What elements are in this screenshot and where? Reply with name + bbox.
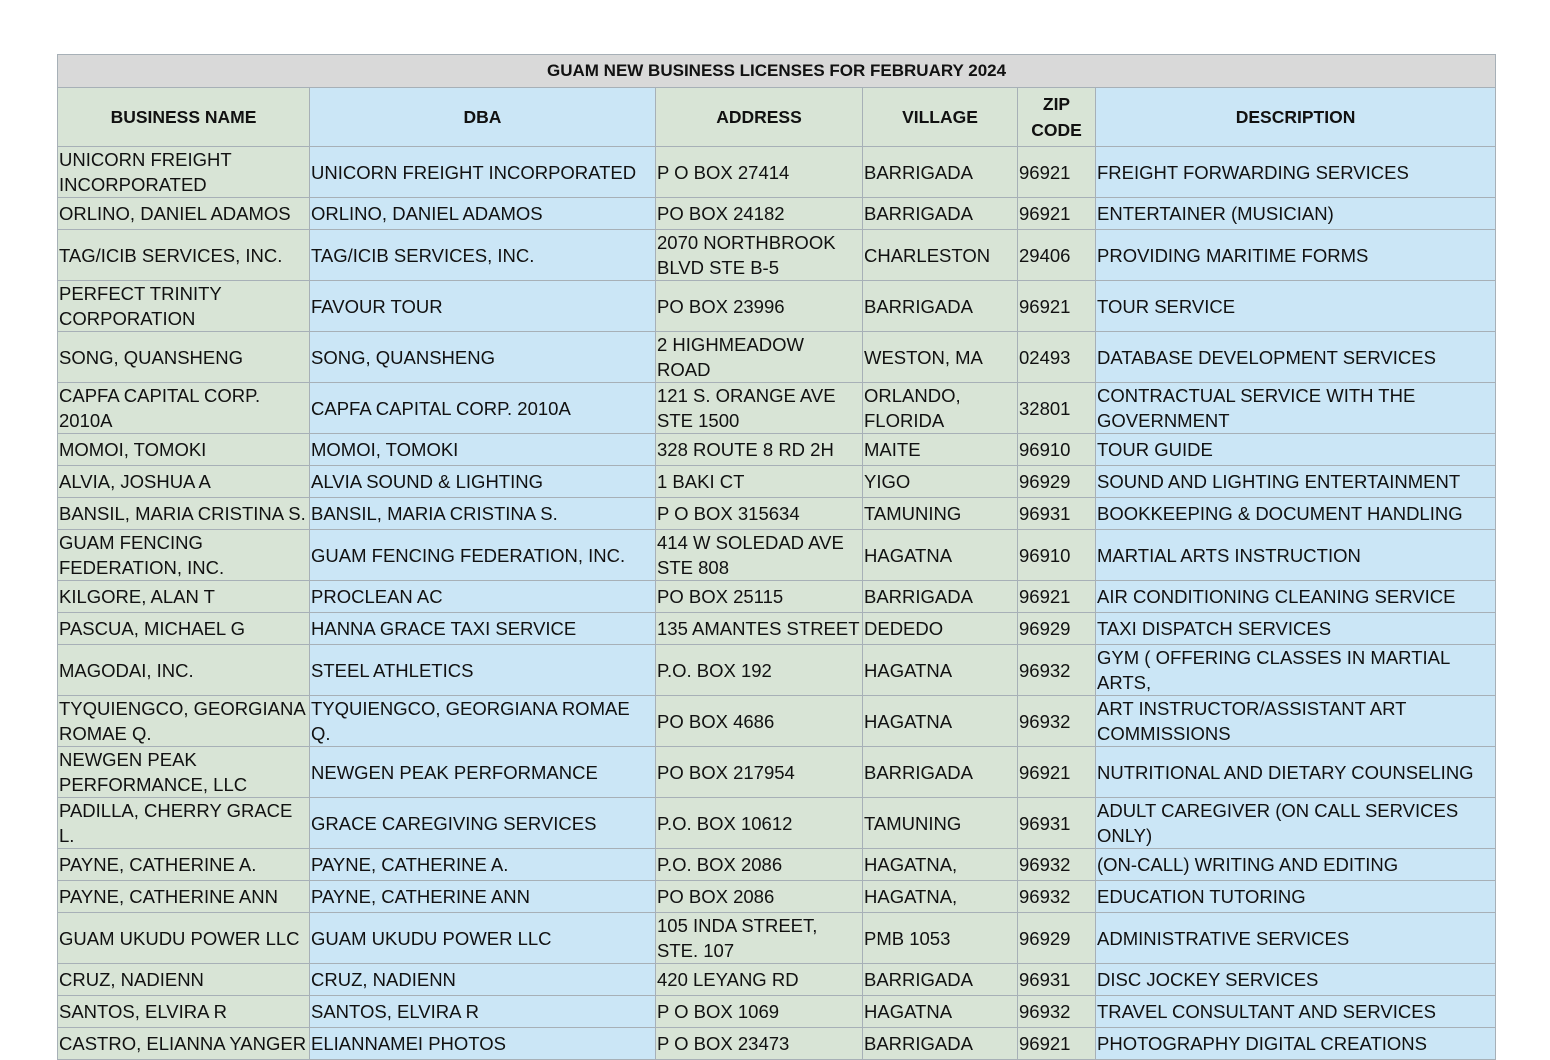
table-row — [58, 849, 1496, 881]
cell-address: P.O. BOX 2086 — [656, 849, 863, 881]
column-header-description: DESCRIPTION — [1096, 88, 1496, 147]
cell-village: TAMUNING — [863, 498, 1018, 530]
cell-dba: NEWGEN PEAK PERFORMANCE — [310, 747, 656, 798]
cell-address: PO BOX 2086 — [656, 881, 863, 913]
cell-description: ADMINISTRATIVE SERVICES — [1096, 913, 1496, 964]
cell-address: PO BOX 23996 — [656, 281, 863, 332]
cell-business-name: BANSIL, MARIA CRISTINA S. — [58, 498, 310, 530]
cell-description: ART INSTRUCTOR/ASSISTANT ART COMMISSIONS — [1096, 696, 1496, 747]
cell-description: NUTRITIONAL AND DIETARY COUNSELING — [1096, 747, 1496, 798]
cell-zip: 96931 — [1018, 498, 1096, 530]
cell-dba: TYQUIENGCO, GEORGIANA ROMAE Q. — [310, 696, 656, 747]
cell-dba: STEEL ATHLETICS — [310, 645, 656, 696]
cell-business-name: PAYNE, CATHERINE ANN — [58, 881, 310, 913]
cell-business-name: PAYNE, CATHERINE A. — [58, 849, 310, 881]
cell-business-name: KILGORE, ALAN T — [58, 581, 310, 613]
cell-zip: 32801 — [1018, 383, 1096, 434]
table-row — [58, 332, 1496, 383]
cell-village: BARRIGADA — [863, 581, 1018, 613]
cell-business-name: CAPFA CAPITAL CORP. 2010A — [58, 383, 310, 434]
cell-zip: 96929 — [1018, 913, 1096, 964]
table-body — [58, 147, 1496, 1060]
cell-zip: 96921 — [1018, 281, 1096, 332]
table-row — [58, 498, 1496, 530]
table-row — [58, 230, 1496, 281]
cell-zip: 96921 — [1018, 198, 1096, 230]
cell-dba: ORLINO, DANIEL ADAMOS — [310, 198, 656, 230]
cell-business-name: GUAM UKUDU POWER LLC — [58, 913, 310, 964]
cell-dba: ELIANNAMEI PHOTOS — [310, 1028, 656, 1060]
column-header-dba: DBA — [310, 88, 656, 147]
cell-address: 2070 NORTHBROOK BLVD STE B-5 — [656, 230, 863, 281]
cell-zip: 96932 — [1018, 881, 1096, 913]
cell-dba: FAVOUR TOUR — [310, 281, 656, 332]
cell-description: AIR CONDITIONING CLEANING SERVICE — [1096, 581, 1496, 613]
cell-business-name: GUAM FENCING FEDERATION, INC. — [58, 530, 310, 581]
cell-village: WESTON, MA — [863, 332, 1018, 383]
cell-business-name: ORLINO, DANIEL ADAMOS — [58, 198, 310, 230]
cell-business-name: TYQUIENGCO, GEORGIANA ROMAE Q. — [58, 696, 310, 747]
cell-zip: 96910 — [1018, 530, 1096, 581]
cell-village: HAGATNA — [863, 645, 1018, 696]
cell-description: TRAVEL CONSULTANT AND SERVICES — [1096, 996, 1496, 1028]
cell-dba: BANSIL, MARIA CRISTINA S. — [310, 498, 656, 530]
cell-description: SOUND AND LIGHTING ENTERTAINMENT — [1096, 466, 1496, 498]
cell-business-name: MOMOI, TOMOKI — [58, 434, 310, 466]
cell-village: TAMUNING — [863, 798, 1018, 849]
cell-dba: TAG/ICIB SERVICES, INC. — [310, 230, 656, 281]
cell-dba: GUAM UKUDU POWER LLC — [310, 913, 656, 964]
cell-zip: 96931 — [1018, 964, 1096, 996]
cell-address: 328 ROUTE 8 RD 2H — [656, 434, 863, 466]
cell-description: DISC JOCKEY SERVICES — [1096, 964, 1496, 996]
cell-dba: MOMOI, TOMOKI — [310, 434, 656, 466]
cell-zip: 96921 — [1018, 1028, 1096, 1060]
cell-business-name: CASTRO, ELIANNA YANGER — [58, 1028, 310, 1060]
cell-address: P O BOX 27414 — [656, 147, 863, 198]
cell-address: P O BOX 23473 — [656, 1028, 863, 1060]
cell-address: P O BOX 1069 — [656, 996, 863, 1028]
cell-dba: PAYNE, CATHERINE A. — [310, 849, 656, 881]
cell-dba: SANTOS, ELVIRA R — [310, 996, 656, 1028]
cell-address: 121 S. ORANGE AVE STE 1500 — [656, 383, 863, 434]
header-row — [58, 88, 1496, 147]
cell-village: MAITE — [863, 434, 1018, 466]
cell-zip: 96921 — [1018, 747, 1096, 798]
cell-zip: 96929 — [1018, 613, 1096, 645]
cell-village: BARRIGADA — [863, 747, 1018, 798]
table-row — [58, 996, 1496, 1028]
cell-address: 1 BAKI CT — [656, 466, 863, 498]
cell-business-name: CRUZ, NADIENN — [58, 964, 310, 996]
table-row — [58, 645, 1496, 696]
cell-business-name: UNICORN FREIGHT INCORPORATED — [58, 147, 310, 198]
cell-zip: 96910 — [1018, 434, 1096, 466]
cell-description: DATABASE DEVELOPMENT SERVICES — [1096, 332, 1496, 383]
table-row — [58, 747, 1496, 798]
cell-village: BARRIGADA — [863, 964, 1018, 996]
table-row — [58, 581, 1496, 613]
cell-zip: 96932 — [1018, 996, 1096, 1028]
cell-address: PO BOX 25115 — [656, 581, 863, 613]
cell-village: HAGATNA — [863, 996, 1018, 1028]
cell-address: PO BOX 217954 — [656, 747, 863, 798]
cell-address: 2 HIGHMEADOW ROAD — [656, 332, 863, 383]
cell-description: TOUR GUIDE — [1096, 434, 1496, 466]
table-row — [58, 147, 1496, 198]
table-row — [58, 913, 1496, 964]
table-row — [58, 696, 1496, 747]
cell-dba: HANNA GRACE TAXI SERVICE — [310, 613, 656, 645]
cell-village: ORLANDO, FLORIDA — [863, 383, 1018, 434]
cell-village: BARRIGADA — [863, 147, 1018, 198]
cell-dba: UNICORN FREIGHT INCORPORATED — [310, 147, 656, 198]
cell-dba: PROCLEAN AC — [310, 581, 656, 613]
cell-zip: 96921 — [1018, 581, 1096, 613]
table-row — [58, 198, 1496, 230]
cell-address: P.O. BOX 192 — [656, 645, 863, 696]
cell-dba: ALVIA SOUND & LIGHTING — [310, 466, 656, 498]
cell-village: HAGATNA — [863, 530, 1018, 581]
table-row — [58, 466, 1496, 498]
cell-dba: PAYNE, CATHERINE ANN — [310, 881, 656, 913]
cell-business-name: PASCUA, MICHAEL G — [58, 613, 310, 645]
column-header-village: VILLAGE — [863, 88, 1018, 147]
cell-business-name: NEWGEN PEAK PERFORMANCE, LLC — [58, 747, 310, 798]
table-row — [58, 798, 1496, 849]
cell-zip: 96929 — [1018, 466, 1096, 498]
cell-business-name: MAGODAI, INC. — [58, 645, 310, 696]
cell-description: FREIGHT FORWARDING SERVICES — [1096, 147, 1496, 198]
table-row — [58, 281, 1496, 332]
cell-description: ENTERTAINER (MUSICIAN) — [1096, 198, 1496, 230]
cell-zip: 96932 — [1018, 849, 1096, 881]
cell-address: P.O. BOX 10612 — [656, 798, 863, 849]
cell-description: TAXI DISPATCH SERVICES — [1096, 613, 1496, 645]
cell-dba: CRUZ, NADIENN — [310, 964, 656, 996]
cell-zip: 96931 — [1018, 798, 1096, 849]
cell-address: 414 W SOLEDAD AVE STE 808 — [656, 530, 863, 581]
cell-description: (ON-CALL) WRITING AND EDITING — [1096, 849, 1496, 881]
cell-description: GYM ( OFFERING CLASSES IN MARTIAL ARTS, — [1096, 645, 1496, 696]
cell-village: DEDEDO — [863, 613, 1018, 645]
cell-village: BARRIGADA — [863, 198, 1018, 230]
cell-dba: GUAM FENCING FEDERATION, INC. — [310, 530, 656, 581]
cell-address: PO BOX 4686 — [656, 696, 863, 747]
cell-description: MARTIAL ARTS INSTRUCTION — [1096, 530, 1496, 581]
cell-description: TOUR SERVICE — [1096, 281, 1496, 332]
cell-village: CHARLESTON — [863, 230, 1018, 281]
cell-village: BARRIGADA — [863, 281, 1018, 332]
cell-address: 135 AMANTES STREET — [656, 613, 863, 645]
licenses-table — [57, 54, 1496, 1060]
table-row — [58, 383, 1496, 434]
table-row — [58, 530, 1496, 581]
cell-business-name: SANTOS, ELVIRA R — [58, 996, 310, 1028]
cell-description: EDUCATION TUTORING — [1096, 881, 1496, 913]
cell-dba: CAPFA CAPITAL CORP. 2010A — [310, 383, 656, 434]
cell-village: HAGATNA, — [863, 881, 1018, 913]
cell-village: HAGATNA, — [863, 849, 1018, 881]
cell-address: 420 LEYANG RD — [656, 964, 863, 996]
cell-business-name: PADILLA, CHERRY GRACE L. — [58, 798, 310, 849]
cell-dba: GRACE CAREGIVING SERVICES — [310, 798, 656, 849]
cell-description: PROVIDING MARITIME FORMS — [1096, 230, 1496, 281]
cell-description: CONTRACTUAL SERVICE WITH THE GOVERNMENT — [1096, 383, 1496, 434]
cell-business-name: TAG/ICIB SERVICES, INC. — [58, 230, 310, 281]
table-row — [58, 613, 1496, 645]
table-row — [58, 964, 1496, 996]
cell-village: PMB 1053 — [863, 913, 1018, 964]
cell-description: PHOTOGRAPHY DIGITAL CREATIONS — [1096, 1028, 1496, 1060]
cell-dba: SONG, QUANSHENG — [310, 332, 656, 383]
column-header-address: ADDRESS — [656, 88, 863, 147]
cell-village: HAGATNA — [863, 696, 1018, 747]
table-title: GUAM NEW BUSINESS LICENSES FOR FEBRUARY 2024 — [58, 55, 1496, 88]
cell-zip: 96921 — [1018, 147, 1096, 198]
column-header-business-name: BUSINESS NAME — [58, 88, 310, 147]
cell-address: 105 INDA STREET, STE. 107 — [656, 913, 863, 964]
cell-description: ADULT CAREGIVER (ON CALL SERVICES ONLY) — [1096, 798, 1496, 849]
cell-address: PO BOX 24182 — [656, 198, 863, 230]
title-row — [58, 55, 1496, 88]
cell-zip: 02493 — [1018, 332, 1096, 383]
cell-description: BOOKKEEPING & DOCUMENT HANDLING — [1096, 498, 1496, 530]
cell-business-name: ALVIA, JOSHUA A — [58, 466, 310, 498]
table-row — [58, 881, 1496, 913]
cell-zip: 96932 — [1018, 696, 1096, 747]
cell-zip: 96932 — [1018, 645, 1096, 696]
table-row — [58, 434, 1496, 466]
cell-business-name: PERFECT TRINITY CORPORATION — [58, 281, 310, 332]
cell-address: P O BOX 315634 — [656, 498, 863, 530]
cell-business-name: SONG, QUANSHENG — [58, 332, 310, 383]
column-header-zip: ZIP CODE — [1018, 88, 1096, 147]
cell-zip: 29406 — [1018, 230, 1096, 281]
cell-village: BARRIGADA — [863, 1028, 1018, 1060]
table-row — [58, 1028, 1496, 1060]
cell-village: YIGO — [863, 466, 1018, 498]
